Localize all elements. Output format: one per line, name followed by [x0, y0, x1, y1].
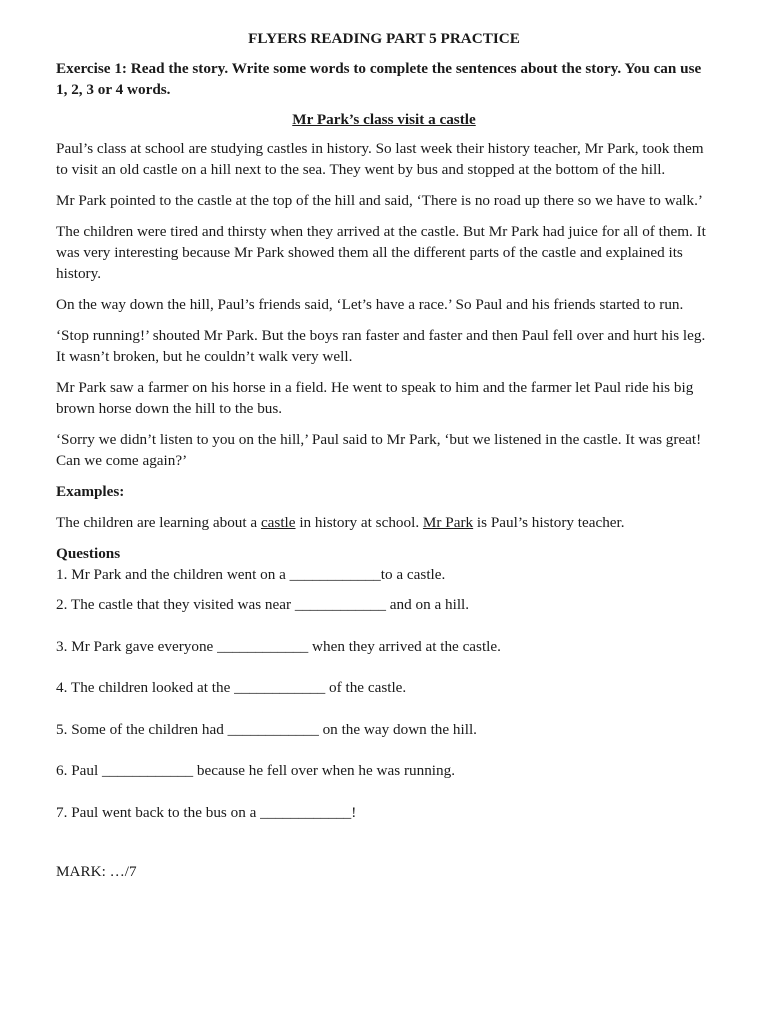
question-7: 7. Paul went back to the bus on a ____________!: [56, 804, 357, 821]
example-text-2: in history at school.: [295, 514, 423, 531]
question-5: 5. Some of the children had ____________ on the way down the hill.: [56, 721, 477, 738]
question-4: 4. The children looked at the ____________ of the castle.: [56, 679, 407, 696]
question-1: 1. Mr Park and the children went on a ____________to a castle.: [56, 566, 446, 583]
example-text-3: is Paul’s history teacher.: [473, 514, 625, 531]
story-paragraph-2: Mr Park pointed to the castle at the top of the hill and said, ‘There is no road up there so we have to walk.’: [56, 192, 703, 209]
questions-heading: Questions: [56, 545, 121, 562]
examples-heading: Examples:: [56, 483, 125, 500]
story-paragraph-4: On the way down the hill, Paul’s friends said, ‘Let’s have a race.’ So Paul and his friends started to run.: [56, 296, 684, 313]
document-title: FLYERS READING PART 5 PRACTICE: [248, 30, 520, 47]
story-paragraph-3: The children were tired and thirsty when they arrived at the castle. But Mr Park had juice for all of them. It was very interesting because Mr Park showed them all the different parts of the castle and explained its history.: [56, 223, 706, 282]
story-title: Mr Park’s class visit a castle: [292, 111, 476, 128]
exercise-instructions: Exercise 1: Read the story. Write some words to complete the sentences about the story. You can use 1, 2, 3 or 4 words.: [56, 60, 702, 98]
example-answer-1: castle: [260, 514, 296, 531]
example-sentence: [56, 512, 712, 533]
question-2: 2. The castle that they visited was near ____________ and on a hill.: [56, 596, 470, 613]
story-paragraph-7: ‘Sorry we didn’t listen to you on the hill,’ Paul said to Mr Park, ‘but we listened in the castle. It was great! Can we come again?’: [56, 431, 702, 469]
mark-line: MARK: …/7: [56, 863, 137, 880]
question-3: 3. Mr Park gave everyone ____________ when they arrived at the castle.: [56, 638, 501, 655]
story-paragraph-1: Paul’s class at school are studying castles in history. So last week their history teacher, Mr Park, took them to visit an old castle on a hill next to the sea. They went by bus and stopped at the bottom of the hill.: [56, 140, 704, 178]
question-6: 6. Paul ____________ because he fell over when he was running.: [56, 762, 455, 779]
story-paragraph-6: Mr Park saw a farmer on his horse in a field. He went to speak to him and the farmer let Paul ride his big brown horse down the hill to the bus.: [56, 379, 694, 417]
example-text-1: The children are learning about a: [56, 514, 261, 531]
story-paragraph-5: ‘Stop running!’ shouted Mr Park. But the boys ran faster and faster and then Paul fell over and hurt his leg. It wasn’t broken, but he couldn’t walk very well.: [56, 327, 706, 365]
example-answer-2: Mr Park: [422, 514, 474, 531]
